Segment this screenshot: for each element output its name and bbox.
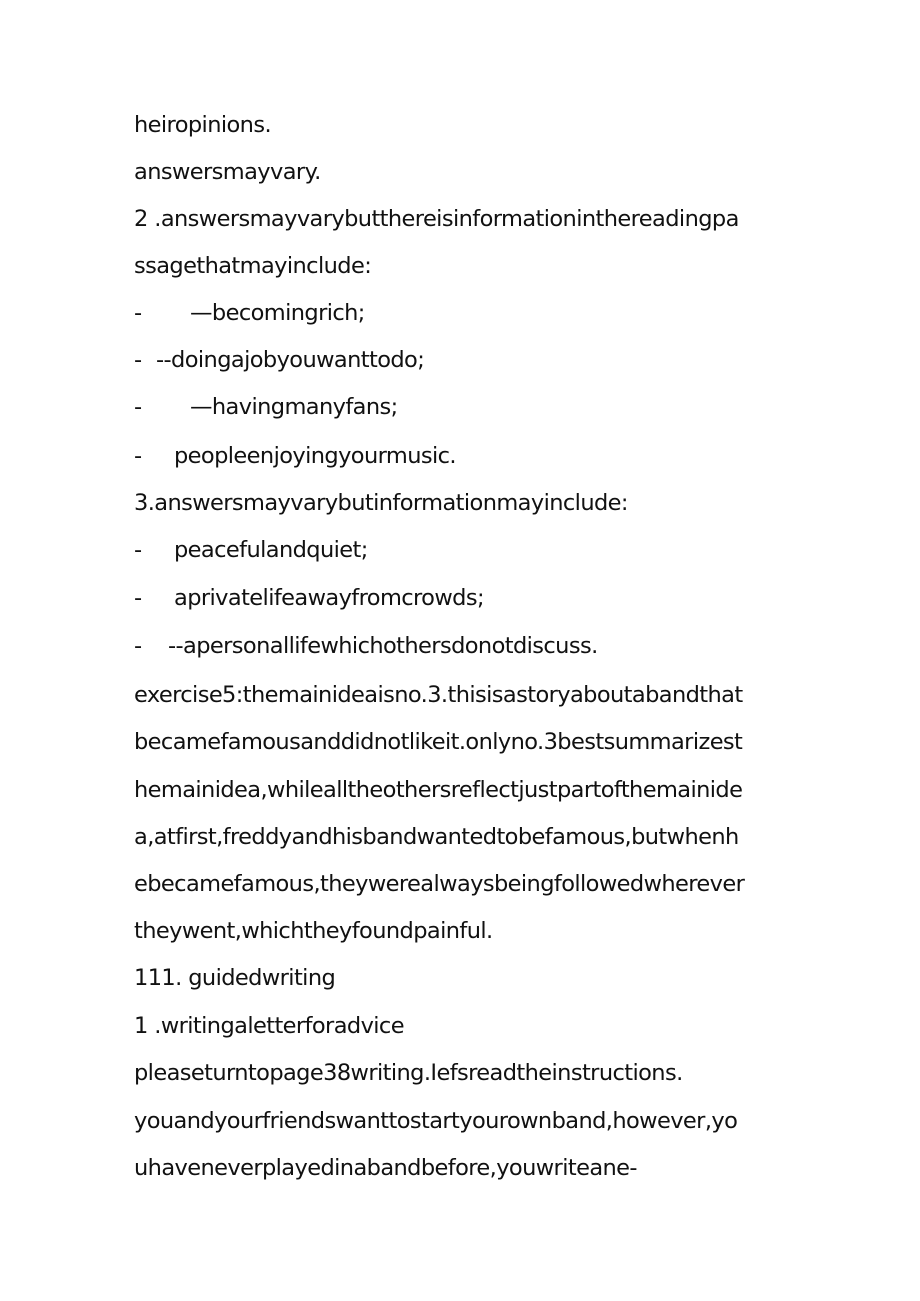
bullet-dash: - (134, 347, 142, 373)
text-line: ebecamefamous,theywerealwaysbeingfollowedwherever (134, 871, 745, 897)
text-line: uhaveneverplayedinabandbefore,youwriteane- (134, 1155, 637, 1181)
bullet-text: peopleenjoyingyourmusic. (174, 443, 456, 469)
bullet-text: --apersonallifewhichothersdonotdiscuss. (168, 633, 598, 659)
bullet-line (134, 298, 814, 328)
text-line: pleaseturntopage38writing.Iefsreadtheinstructions. (134, 1060, 683, 1086)
text-line: 2 .answersmayvarybutthereisinformationinthereadingpa (134, 206, 739, 232)
text-line: hemainidea,whilealltheothersreflectjustpartofthemainide (134, 777, 743, 803)
text-line: heiropinions. (134, 112, 272, 138)
bullet-line (134, 345, 814, 375)
bullet-text: peacefulandquiet; (174, 537, 368, 563)
text-line: becamefamousanddidnotlikeit.onlyno.3bestsummarizest (134, 729, 743, 755)
bullet-dash: - (134, 537, 142, 563)
bullet-line (134, 583, 814, 613)
bullet-dash: - (134, 300, 142, 326)
bullet-text: aprivatelifeawayfromcrowds; (174, 585, 484, 611)
bullet-text: —becomingrich; (190, 300, 365, 326)
text-line: 1 .writingaletterforadvice (134, 1013, 404, 1039)
bullet-line (134, 631, 814, 661)
text-line: 3.answersmayvarybutinformationmayinclude: (134, 490, 628, 516)
bullet-line (134, 535, 814, 565)
text-line: theywent,whichtheyfoundpainful. (134, 918, 493, 944)
bullet-dash: - (134, 443, 142, 469)
bullet-line (134, 392, 814, 422)
bullet-dash: - (134, 633, 142, 659)
bullet-dash: - (134, 394, 142, 420)
text-line: exercise5:themainideaisno.3.thisisastoryaboutabandthat (134, 682, 743, 708)
text-line: youandyourfriendswanttostartyourownband,however,yo (134, 1108, 738, 1134)
bullet-line (134, 441, 814, 471)
section-heading: 111. guidedwriting (134, 965, 336, 991)
bullet-text: —havingmanyfans; (190, 394, 398, 420)
text-line: a,atfirst,freddyandhisbandwantedtobefamous,butwhenh (134, 824, 739, 850)
text-line: ssagethatmayinclude: (134, 253, 372, 279)
text-line: answersmayvary. (134, 159, 321, 185)
bullet-text: --doingajobyouwanttodo; (156, 347, 425, 373)
bullet-dash: - (134, 585, 142, 611)
